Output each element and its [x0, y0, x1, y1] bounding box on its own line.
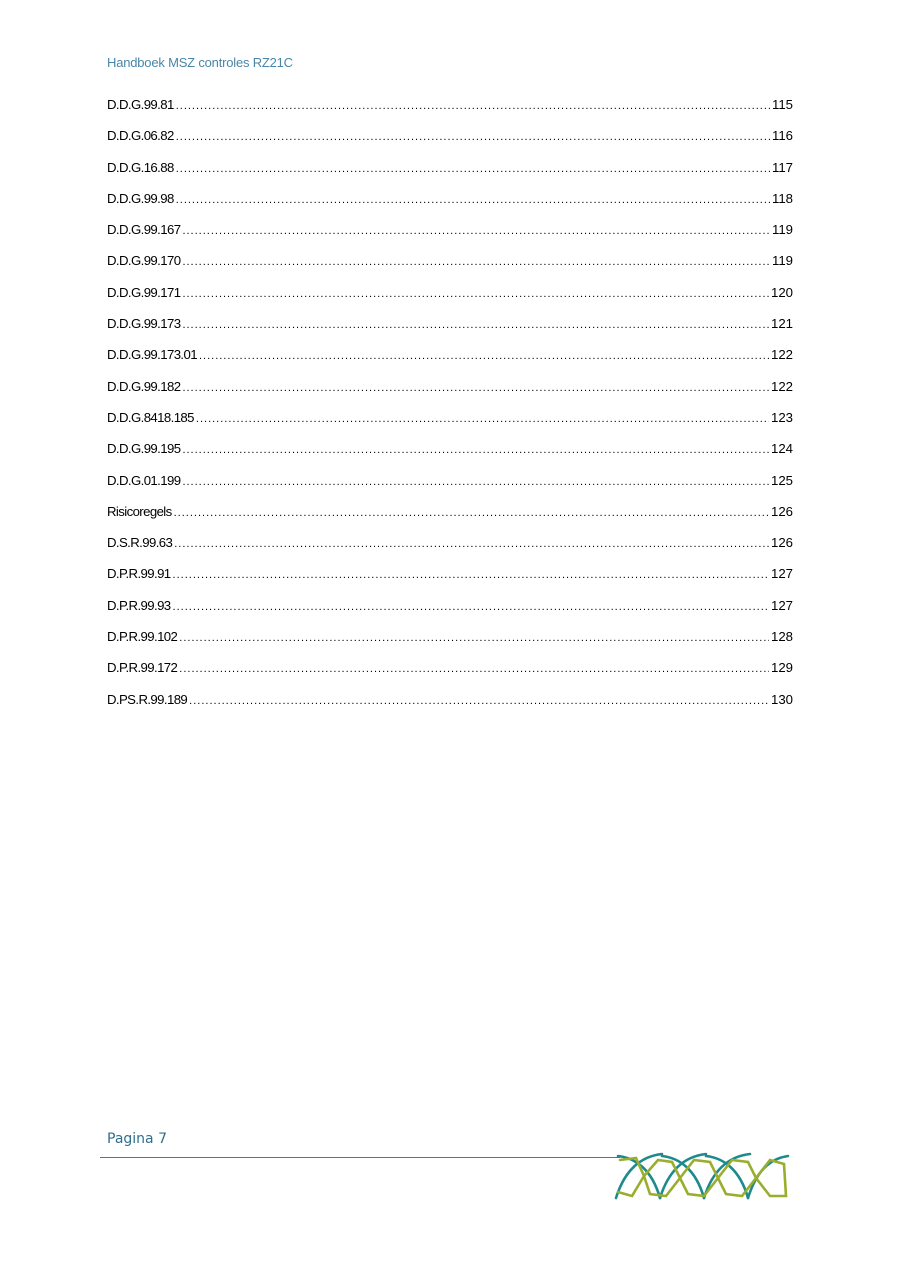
toc-section-entry[interactable]: [107, 504, 793, 535]
toc-entry-label: D.D.G.99.173: [107, 316, 181, 332]
toc-leader-dots: [173, 601, 769, 613]
toc-entry-label: D.D.G.01.199: [107, 472, 181, 488]
toc-entry[interactable]: [107, 379, 793, 410]
toc-entry-page: 116: [771, 128, 793, 144]
toc-entry[interactable]: [107, 316, 793, 347]
toc-entry[interactable]: [107, 285, 793, 316]
toc-entry-label: D.D.G.99.173.01: [107, 347, 197, 363]
toc-entry-page: 125: [770, 472, 793, 488]
toc-entry[interactable]: [107, 660, 793, 691]
toc-entry-page: 127: [770, 566, 793, 582]
toc-entry-label: D.D.G.06.82: [107, 128, 174, 144]
toc-entry-label: D.D.G.8418.185: [107, 409, 194, 425]
toc-leader-dots: [189, 695, 769, 707]
page-header-title: Handboek MSZ controles RZ21C: [107, 55, 293, 70]
toc-entry[interactable]: [107, 535, 793, 566]
toc-entry-label: D.P.R.99.91: [107, 566, 171, 582]
toc-leader-dots: [182, 444, 769, 456]
toc-entry-label: D.D.G.99.167: [107, 222, 181, 238]
toc-entry[interactable]: [107, 253, 793, 284]
toc-entry-page: 122: [770, 378, 793, 394]
toc-entry-page: 123: [770, 409, 793, 425]
toc-entry-page: 126: [770, 535, 793, 551]
toc-entry[interactable]: [107, 566, 793, 597]
toc-entry[interactable]: [107, 128, 793, 159]
toc-entry-label: D.D.G.99.195: [107, 441, 181, 457]
footer-page-number: Pagina 7: [107, 1131, 167, 1147]
toc-entry-page: 127: [770, 597, 793, 613]
toc-leader-dots: [174, 507, 769, 519]
toc-section-label: Risicoregels: [107, 503, 172, 519]
toc-leader-dots: [173, 569, 769, 581]
toc-entry[interactable]: [107, 598, 793, 629]
toc-entry-page: 122: [770, 347, 793, 363]
toc-entry-page: 120: [770, 284, 793, 300]
toc-leader-dots: [182, 476, 769, 488]
toc-leader-dots: [179, 663, 769, 675]
toc-entry-page: 119: [771, 222, 793, 238]
toc-leader-dots: [182, 256, 770, 268]
toc-entry-page: 124: [770, 441, 793, 457]
toc-entry-label: D.P.R.99.172: [107, 660, 178, 676]
toc-entry-page: 115: [771, 97, 793, 112]
toc-entry-label: D.P.R.99.93: [107, 597, 171, 613]
toc-entry-page: 126: [770, 503, 793, 519]
toc-entry-label: D.P.R.99.102: [107, 629, 178, 645]
toc-entry-label: D.S.R.99.63: [107, 535, 173, 551]
toc-leader-dots: [176, 194, 770, 206]
toc-leader-dots: [174, 538, 769, 550]
toc-entry-page: 117: [771, 159, 793, 175]
toc-entry[interactable]: [107, 191, 793, 222]
toc-entry[interactable]: [107, 410, 793, 441]
toc-leader-dots: [196, 413, 769, 425]
toc-entry-label: D.D.G.16.88: [107, 159, 174, 175]
toc-entry-label: D.PS.R.99.189: [107, 691, 188, 707]
toc-entry[interactable]: [107, 97, 793, 128]
toc-leader-dots: [199, 350, 769, 362]
toc-leader-dots: [182, 319, 769, 331]
toc-entry-label: D.D.G.99.182: [107, 378, 181, 394]
toc-entry-label: D.D.G.99.171: [107, 284, 181, 300]
toc-entry[interactable]: [107, 347, 793, 378]
toc-entry-label: D.D.G.99.170: [107, 253, 181, 269]
toc-entry-page: 128: [770, 629, 793, 645]
woven-arc-logo-icon: [614, 1152, 790, 1202]
toc-leader-dots: [176, 163, 770, 175]
toc-entry[interactable]: [107, 222, 793, 253]
toc-leader-dots: [182, 382, 769, 394]
toc-entry[interactable]: [107, 692, 793, 723]
toc-leader-dots: [176, 100, 770, 112]
toc-entry[interactable]: [107, 441, 793, 472]
footer-divider: [100, 1157, 620, 1158]
toc-entry[interactable]: [107, 629, 793, 660]
toc-leader-dots: [176, 131, 770, 143]
toc-leader-dots: [182, 225, 770, 237]
toc-entry-page: 129: [770, 660, 793, 676]
toc-entry[interactable]: [107, 160, 793, 191]
toc-entry-page: 130: [770, 691, 793, 707]
toc-entry-label: D.D.G.99.98: [107, 190, 174, 206]
toc-leader-dots: [182, 288, 769, 300]
toc-entry-page: 121: [770, 316, 793, 332]
toc-entry[interactable]: [107, 473, 793, 504]
toc-leader-dots: [179, 632, 769, 644]
toc-entry-page: 119: [771, 253, 793, 269]
toc-entry-page: 118: [771, 190, 793, 206]
table-of-contents: [107, 97, 793, 723]
toc-entry-label: D.D.G.99.81: [107, 97, 174, 112]
